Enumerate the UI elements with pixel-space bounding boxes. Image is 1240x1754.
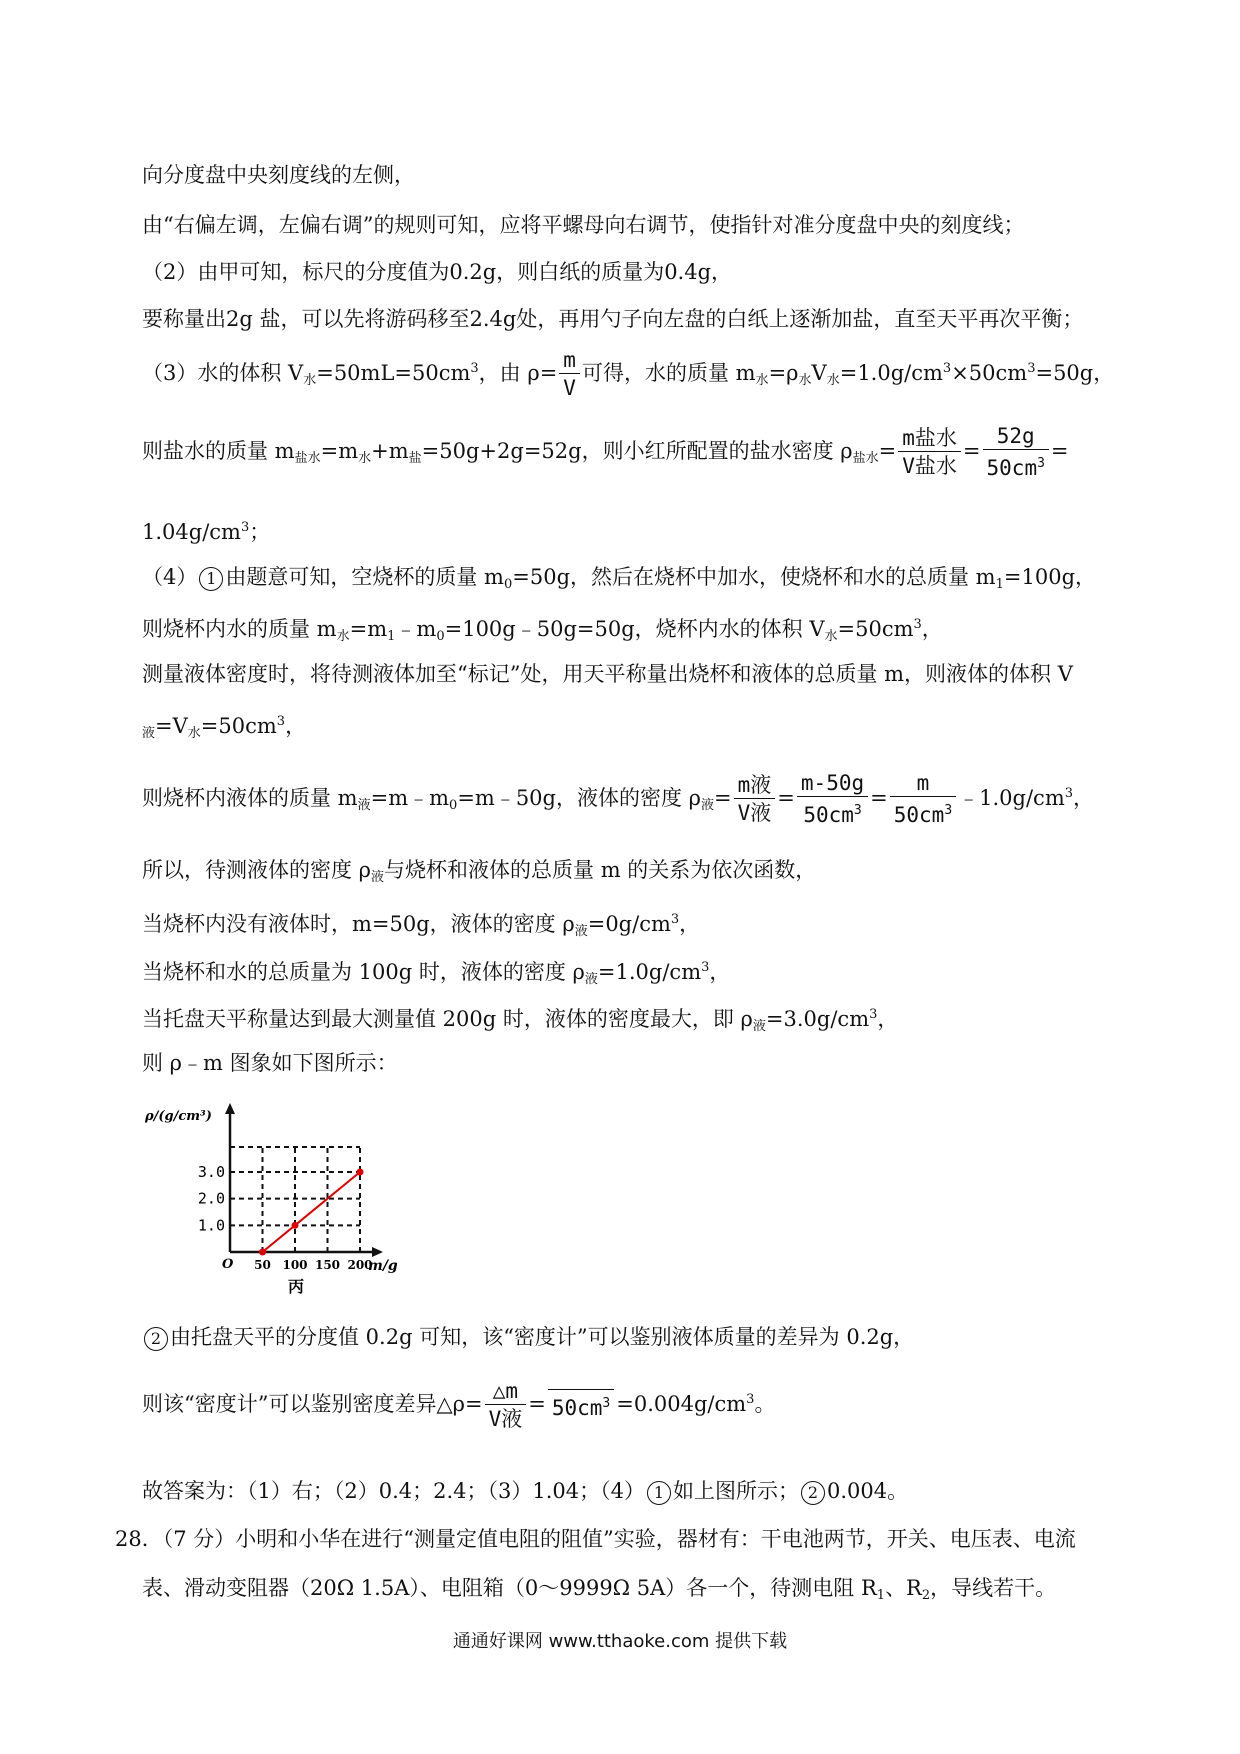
data-point bbox=[259, 1249, 266, 1256]
text-line: 则该“密度计”可以鉴别密度差异△ρ= $\frac{\triangle m}{\text{V液}}$ = $50cm^3$ $=0.004g/cm^3$。 bbox=[142, 1379, 776, 1431]
question-28-line: 28．（7 分）小明和小华在进行“测量定值电阻的阻值”实验，器材有：干电池两节，开关、电压表、电流 bbox=[115, 1527, 1076, 1551]
text-line: 则烧杯内液体的质量 $m_液=m﹣m_0=m﹣50g$，液体的密度 $\rho_液=$ $\frac{\text{m液}}{\text{V液}}$ = $\frac{m-50g}{50cm^3}$ = $\frac{m}{50cm^3}$ $﹣1.0g/cm^3$， bbox=[142, 771, 1095, 827]
chart-grid bbox=[230, 1147, 360, 1252]
text-line: （3）水的体积 $V_水=50mL=50cm^3$，由 ρ= $\frac{m}{V}$ 可得，水的质量 $m_水=\rho_水V_水=1.0g/cm^3\times 50cm^3=50g$， bbox=[142, 348, 1115, 400]
circled-number: 1 bbox=[199, 567, 223, 591]
text-line: （2）由甲可知，标尺的分度值为0.2g，则白纸的质量为0.4g， bbox=[142, 260, 733, 284]
text-line: 向分度盘中央刻度线的左侧， bbox=[142, 163, 415, 187]
y-tick-label: 3.0 bbox=[197, 1163, 225, 1181]
data-point bbox=[292, 1222, 299, 1229]
text-line: 则 ρ﹣m 图象如下图所示： bbox=[142, 1051, 398, 1075]
fraction: $\frac{m}{50cm^3}$ bbox=[890, 770, 956, 829]
fraction: $\frac{\triangle m}{\text{V液}}$ bbox=[485, 1378, 527, 1433]
y-axis-label: ρ/(g/cm³) bbox=[145, 1109, 212, 1124]
chart-tick-labels bbox=[198, 1163, 373, 1272]
text-line: 则烧杯内水的质量 $m_水=m_1﹣m_0=100g﹣50g=50g$，烧杯内水的体积 $V_水=50cm^3$， bbox=[142, 617, 943, 644]
fraction: $\frac{52g}{50cm^3}$ bbox=[983, 423, 1049, 482]
x-tick-label: 50 bbox=[254, 1258, 271, 1272]
x-tick-label: 100 bbox=[282, 1258, 308, 1272]
text-line: 当托盘天平称量达到最大测量值 200g 时，液体的密度最大，即 $\rho_液=3.0g/cm^3$， bbox=[142, 1007, 899, 1034]
text-line: 则盐水的质量 $m_{盐水}=m_水+m_盐=50g+2g=52g$，则小红所配置的盐水密度 $\rho_{盐水}=$ $\frac{\text{m盐水}}{\text{V盐水}}$ = $\frac{52g}{50cm^3}$ = bbox=[142, 424, 1069, 480]
text-line: 所以，待测液体的密度 $\rho_液$与烧杯和液体的总质量 m 的关系为依次函数， bbox=[142, 858, 817, 885]
fraction: $\frac{m-50g}{50cm^3}$ bbox=[797, 770, 868, 829]
y-tick-label: 1.0 bbox=[197, 1216, 225, 1235]
y-tick-label: 2.0 bbox=[197, 1189, 225, 1208]
text-line: 故答案为：（1）右；（2）0.4；2.4；（3）1.04；（4） 1 如上图所示； 2 0.004。 bbox=[142, 1479, 909, 1503]
fraction: $50cm^3$ bbox=[548, 1389, 614, 1422]
chart-series bbox=[259, 1169, 364, 1256]
fraction: $\frac{m}{V}$ bbox=[559, 347, 580, 402]
circled-number: 2 bbox=[144, 1327, 168, 1351]
x-tick-label: 150 bbox=[314, 1258, 341, 1272]
text-line: 测量液体密度时，将待测液体加至“标记”处，用天平称量出烧杯和液体的总质量 m，则液体的体积 V bbox=[142, 662, 1073, 686]
rho-m-graph bbox=[140, 1100, 420, 1310]
text-line: 要称量出2g 盐，可以先将游码移至2.4g处，再用勺子向左盘的白纸上逐渐加盐，直至天平再次平衡； bbox=[142, 307, 1084, 331]
text-line: 2 由托盘天平的分度值 0.2g 可知，该“密度计”可以鉴别液体质量的差异为 0.2g， bbox=[142, 1322, 914, 1352]
x-axis-label: m/g bbox=[368, 1258, 398, 1274]
text-line: $1.04g/cm^3$； bbox=[142, 520, 271, 544]
data-point bbox=[357, 1169, 364, 1176]
fraction: $\frac{\text{m盐水}}{\text{V盐水}}$ bbox=[898, 425, 961, 480]
page-footer: 通通好课网 www.tthaoke.com 提供下载 bbox=[452, 1631, 788, 1652]
circled-number: 2 bbox=[801, 1481, 825, 1505]
origin-label: O bbox=[222, 1257, 234, 1272]
circled-number: 1 bbox=[647, 1481, 671, 1505]
fraction: $\frac{\text{m液}}{\text{V液}}$ bbox=[734, 772, 776, 827]
x-axis-arrow bbox=[372, 1247, 383, 1257]
x-tick-label: 200 bbox=[347, 1258, 373, 1272]
text-line: $_液=V_水=50cm^3$， bbox=[142, 714, 307, 741]
y-axis-arrow bbox=[225, 1103, 235, 1114]
series-line bbox=[263, 1172, 361, 1252]
text-line: （4） 1 由题意可知，空烧杯的质量 $m_0=50g$，然后在烧杯中加水，使烧杯和水的总质量 $m_1=100g$， bbox=[142, 565, 1097, 592]
question-28-line: 表、滑动变阻器（20Ω 1.5A）、电阻箱（0～9999Ω 5A）各一个，待测电阻 $R_1$、$R_2$，导线若干。 bbox=[142, 1576, 1057, 1603]
figure-caption: 丙 bbox=[288, 1277, 305, 1296]
text-line: 当烧杯和水的总质量为 100g 时，液体的密度 $\rho_液=1.0g/cm^3$， bbox=[142, 960, 731, 987]
text-line: 由“右偏左调，左偏右调”的规则可知，应将平螺母向右调节，使指针对准分度盘中央的刻度线； bbox=[142, 213, 1025, 237]
text-line: 当烧杯内没有液体时，m=50g，液体的密度 $\rho_液=0g/cm^3$， bbox=[142, 912, 701, 939]
